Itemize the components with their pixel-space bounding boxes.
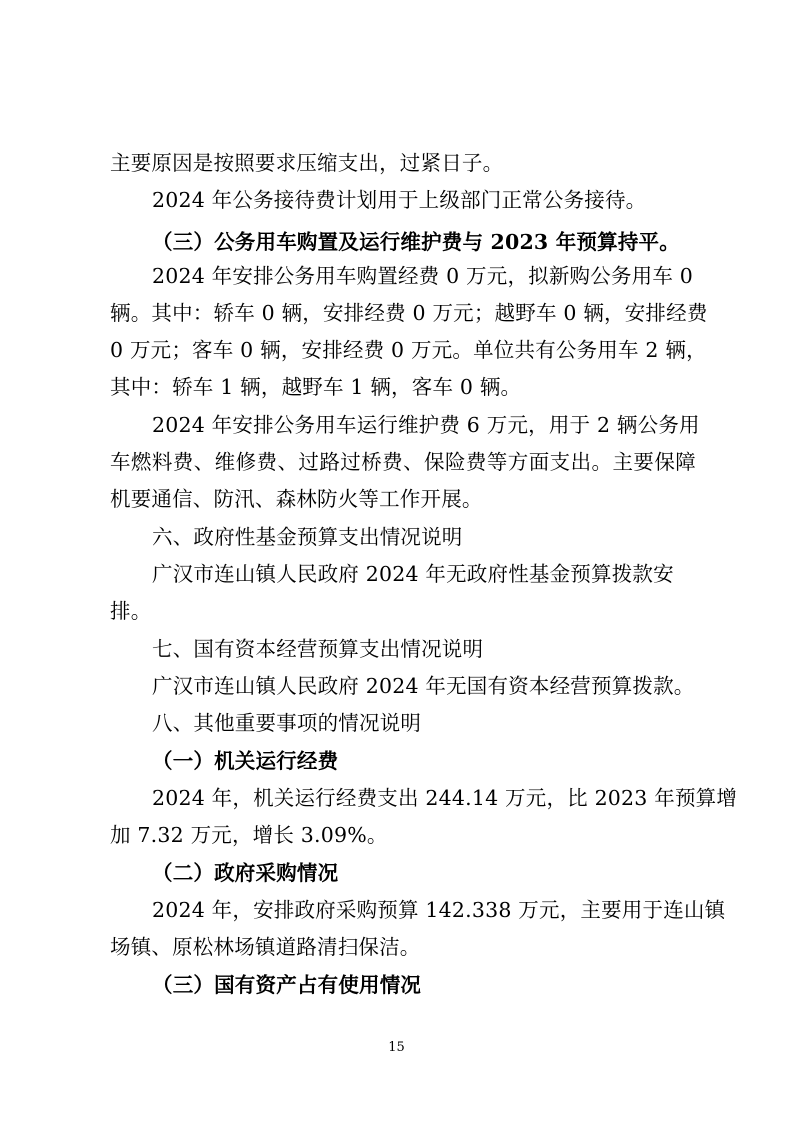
- paragraph-line: 机要通信、防汛、森林防火等工作开展。: [110, 487, 483, 511]
- subsection-heading: （三）国有资产占有使用情况: [152, 973, 422, 997]
- section-heading: 六、政府性基金预算支出情况说明: [152, 525, 463, 549]
- paragraph-line: 0 万元；客车 0 辆，安排经费 0 万元。单位共有公务用车 2 辆，: [110, 338, 707, 362]
- section-heading: 七、国有资本经营预算支出情况说明: [152, 637, 484, 661]
- section-heading: 八、其他重要事项的情况说明: [152, 711, 422, 735]
- paragraph-line: 车燃料费、维修费、过路过桥费、保险费等方面支出。主要保障: [110, 450, 696, 474]
- paragraph-line: 广汉市连山镇人民政府 2024 年无国有资本经营预算拨款。: [152, 674, 695, 698]
- subsection-heading: （二）政府采购情况: [152, 861, 339, 885]
- paragraph-line: 2024 年，安排政府采购预算 142.338 万元，主要用于连山镇: [152, 898, 726, 922]
- paragraph-line: 场镇、原松林场镇道路清扫保洁。: [110, 935, 421, 959]
- paragraph-line: 主要原因是按照要求压缩支出，过紧日子。: [110, 151, 504, 175]
- paragraph-line: 2024 年安排公务用车购置经费 0 万元，拟新购公务用车 0: [152, 264, 694, 288]
- subsection-heading: （三）公务用车购置及运行维护费与 2023 年预算持平。: [152, 230, 680, 254]
- paragraph-line: 辆。其中：轿车 0 辆，安排经费 0 万元；越野车 0 辆，安排经费: [110, 301, 708, 325]
- page-number: 15: [388, 1040, 405, 1055]
- paragraph-line: 加 7.32 万元，增长 3.09%。: [110, 823, 388, 847]
- paragraph-line: 排。: [110, 599, 152, 623]
- paragraph-line: 2024 年公务接待费计划用于上级部门正常公务接待。: [152, 188, 647, 212]
- paragraph-line: 广汉市连山镇人民政府 2024 年无政府性基金预算拨款安: [152, 562, 674, 586]
- subsection-heading: （一）机关运行经费: [152, 749, 339, 773]
- paragraph-line: 其中：轿车 1 辆，越野车 1 辆，客车 0 辆。: [110, 375, 522, 399]
- paragraph-line: 2024 年安排公务用车运行维护费 6 万元，用于 2 辆公务用: [152, 413, 700, 437]
- paragraph-line: 2024 年，机关运行经费支出 244.14 万元，比 2023 年预算增: [152, 786, 738, 810]
